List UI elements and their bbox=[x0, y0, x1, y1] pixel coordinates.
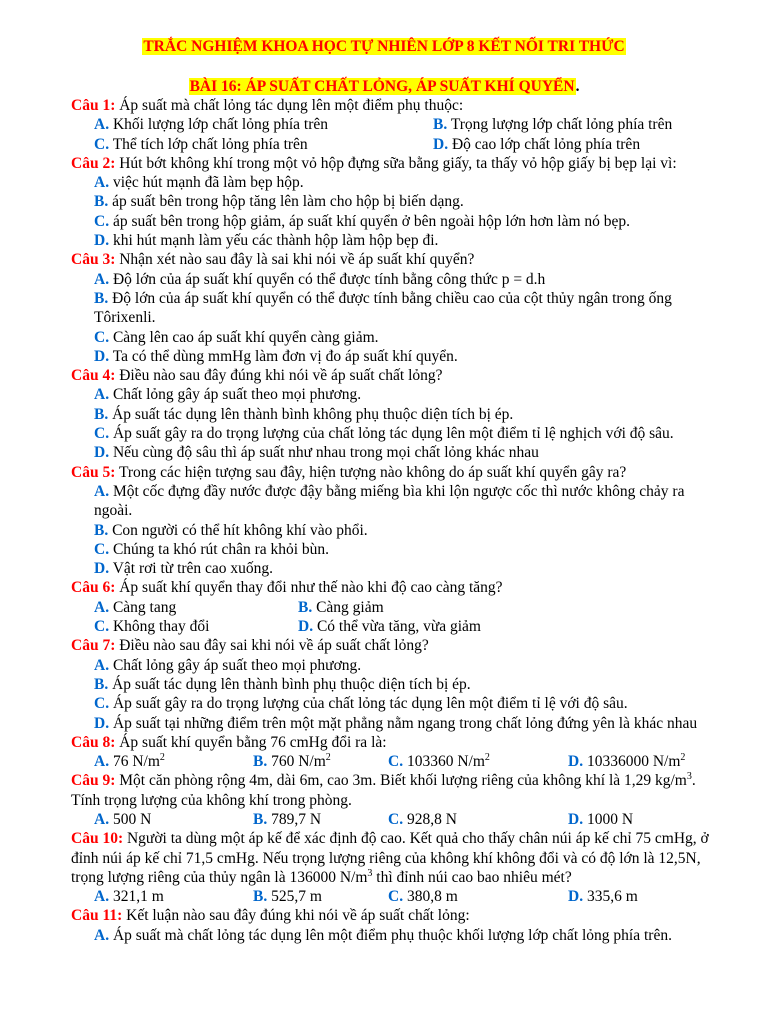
option-text: Áp suất gây ra do trọng lượng của chất lỏng tác dụng lên một điểm tỉ lệ nghịch với độ sâu. bbox=[112, 425, 674, 443]
question-label: Câu 9: bbox=[71, 772, 116, 790]
option-value: 10336000 bbox=[586, 753, 653, 771]
option-label: C. bbox=[388, 810, 404, 828]
question-label: Câu 8: bbox=[71, 733, 116, 751]
question-9 bbox=[71, 771, 721, 810]
option-value: 76 bbox=[112, 753, 133, 771]
unit: N/m bbox=[298, 753, 326, 771]
option-label: D. bbox=[94, 714, 110, 732]
lesson-text: BÀI 16: ÁP SUẤT CHẤT LỎNG, ÁP SUẤT KHÍ QUYỂN bbox=[189, 78, 575, 95]
unit: N/m bbox=[457, 753, 485, 771]
option-text: Trọng lượng lớp chất lỏng phía trên bbox=[450, 116, 673, 134]
option-text: Có thể vừa tăng, vừa giảm bbox=[316, 618, 481, 636]
option-text: áp suất bên trong hộp tăng lên làm cho hộp bị biến dạng. bbox=[112, 193, 464, 211]
options-row bbox=[71, 598, 721, 617]
option-label: D. bbox=[568, 888, 584, 906]
question-text: Áp suất khí quyển thay đổi như thế nào khi độ cao càng tăng? bbox=[119, 579, 503, 597]
option-c bbox=[388, 752, 568, 771]
question-2 bbox=[71, 154, 721, 173]
option-a bbox=[94, 598, 298, 617]
option-value: 760 bbox=[271, 753, 299, 771]
option-label: B. bbox=[94, 289, 109, 307]
option-text: 928,8 N bbox=[406, 810, 457, 828]
option-text: Áp suất gây ra do trọng lượng của chất lỏng tác dụng lên một điểm tỉ lệ với độ sâu. bbox=[112, 695, 628, 713]
option-text: Nếu cùng độ sâu thì áp suất như nhau trong mọi chất lỏng khác nhau bbox=[112, 444, 539, 462]
option-text: Vật rơi từ trên cao xuống. bbox=[112, 560, 274, 578]
option-c bbox=[388, 887, 568, 906]
option-b bbox=[298, 598, 384, 617]
option-text: 1000 N bbox=[586, 810, 634, 828]
question-5 bbox=[71, 463, 721, 482]
question-label: Câu 3: bbox=[71, 251, 116, 269]
lesson-title bbox=[0, 77, 768, 97]
option-text: Chất lỏng gây áp suất theo mọi phương. bbox=[112, 386, 362, 404]
option-text: 335,6 m bbox=[586, 888, 638, 906]
option-b bbox=[253, 752, 388, 771]
option-c bbox=[388, 810, 568, 829]
option-label: C. bbox=[388, 888, 404, 906]
option-c bbox=[71, 212, 721, 231]
option-text: Áp suất tác dụng lên thành bình phụ thuộc diện tích bị ép. bbox=[112, 675, 471, 693]
question-text-continued: . Tính trọng lượng của không khí trong phòng. bbox=[71, 772, 696, 809]
option-d bbox=[71, 231, 721, 250]
option-b bbox=[71, 192, 721, 211]
question-4 bbox=[71, 366, 721, 385]
question-list bbox=[71, 96, 721, 945]
option-a bbox=[71, 482, 721, 521]
option-label: B. bbox=[253, 810, 268, 828]
option-label: A. bbox=[94, 174, 110, 192]
question-label: Câu 11: bbox=[71, 907, 123, 925]
option-label: D. bbox=[568, 753, 584, 771]
option-label: D. bbox=[94, 347, 110, 365]
option-text: Áp suất mà chất lỏng tác dụng lên một điểm phụ thuộc khối lượng lớp chất lỏng phía trên. bbox=[112, 926, 672, 944]
option-text: Áp suất tại những điểm trên một mặt phẳng nằm ngang trong chất lỏng đứng yên là khác nhau bbox=[112, 714, 698, 732]
options-row bbox=[71, 135, 721, 154]
option-b bbox=[71, 405, 721, 424]
question-label: Câu 2: bbox=[71, 154, 116, 172]
question-text-continued: thì đỉnh núi cao bao nhiêu mét? bbox=[372, 868, 572, 886]
question-6 bbox=[71, 578, 721, 597]
exponent: 2 bbox=[159, 751, 165, 763]
option-d bbox=[568, 887, 638, 906]
option-text: Càng tang bbox=[112, 598, 177, 616]
option-label: D. bbox=[568, 810, 584, 828]
exponent: 2 bbox=[680, 751, 686, 763]
option-label: B. bbox=[298, 598, 313, 616]
option-label: A. bbox=[94, 810, 110, 828]
option-a bbox=[94, 887, 253, 906]
option-label: C. bbox=[94, 540, 110, 558]
option-text: Càng giảm bbox=[316, 598, 384, 616]
option-a bbox=[71, 173, 721, 192]
question-text: Điều nào sau đây sai khi nói về áp suất chất lỏng? bbox=[119, 637, 429, 655]
question-text: Áp suất khí quyển bằng 76 cmHg đổi ra là: bbox=[119, 733, 387, 751]
unit: N/m bbox=[132, 753, 160, 771]
option-text: Ta có thể dùng mmHg làm đơn vị đo áp suất khí quyển. bbox=[112, 347, 458, 365]
option-label: A. bbox=[94, 656, 110, 674]
exponent: 2 bbox=[484, 751, 490, 763]
option-label: B. bbox=[94, 193, 109, 211]
option-b bbox=[71, 675, 721, 694]
exponent: 2 bbox=[325, 751, 331, 763]
question-11 bbox=[71, 906, 721, 925]
option-label: D. bbox=[94, 560, 110, 578]
question-text: Người ta dùng một áp kế để xác định độ cao. Kết quả cho thấy chân núi áp kế chỉ 75 cmHg, ở đỉnh núi áp kế chỉ 71,5 cmHg. Nếu trọng lượng riêng của không khí không đổi và có độ lớn là 12,5N, trọng lượng riêng của thủy ngân là 136000 N/m bbox=[71, 830, 709, 886]
question-10 bbox=[71, 829, 721, 887]
option-label: A. bbox=[94, 270, 110, 288]
option-c bbox=[71, 694, 721, 713]
option-c bbox=[71, 424, 721, 443]
option-label: A. bbox=[94, 598, 110, 616]
option-label: A. bbox=[94, 926, 110, 944]
question-label: Câu 5: bbox=[71, 463, 116, 481]
option-label: B. bbox=[253, 753, 268, 771]
option-text: 500 N bbox=[112, 810, 152, 828]
option-a bbox=[71, 385, 721, 404]
option-a bbox=[71, 656, 721, 675]
option-label: D. bbox=[433, 135, 449, 153]
option-label: C. bbox=[94, 212, 110, 230]
question-text: Hút bớt không khí trong một vỏ hộp đựng sữa bằng giấy, ta thấy vỏ hộp giấy bị bẹp lại vì: bbox=[119, 154, 677, 172]
option-label: B. bbox=[253, 888, 268, 906]
exponent: 3 bbox=[367, 867, 373, 879]
option-label: B. bbox=[94, 521, 109, 539]
option-d bbox=[71, 443, 721, 462]
option-text: Độ cao lớp chất lỏng phía trên bbox=[451, 135, 641, 153]
option-d bbox=[433, 135, 640, 154]
option-text: Áp suất tác dụng lên thành bình không phụ thuộc diện tích bị ép. bbox=[112, 405, 514, 423]
document-title bbox=[0, 37, 768, 57]
option-text: áp suất bên trong hộp giảm, áp suất khí quyển ở bên ngoài hộp lớn hơn làm nó bẹp. bbox=[112, 212, 631, 230]
option-c bbox=[94, 135, 433, 154]
option-d bbox=[568, 752, 685, 771]
options-row bbox=[71, 115, 721, 134]
exponent: 3 bbox=[686, 771, 692, 783]
option-label: A. bbox=[94, 888, 110, 906]
option-d bbox=[71, 714, 721, 733]
question-label: Câu 10: bbox=[71, 830, 124, 848]
option-text: Càng lên cao áp suất khí quyển càng giảm. bbox=[112, 328, 379, 346]
option-text: việc hút mạnh đã làm bẹp hộp. bbox=[112, 174, 304, 192]
unit: N/m bbox=[652, 753, 681, 771]
option-text: 321,1 m bbox=[112, 888, 164, 906]
option-label: B. bbox=[94, 405, 109, 423]
options-row bbox=[71, 752, 721, 771]
option-label: C. bbox=[94, 695, 110, 713]
question-8 bbox=[71, 733, 721, 752]
option-text: Thể tích lớp chất lỏng phía trên bbox=[112, 135, 308, 153]
option-label: C. bbox=[94, 425, 110, 443]
option-text: 525,7 m bbox=[271, 888, 322, 906]
question-text: Một căn phòng rộng 4m, dài 6m, cao 3m. Biết khối lượng riêng của không khí là 1,29 kg/m bbox=[119, 772, 687, 790]
title-text: TRẮC NGHIỆM KHOA HỌC TỰ NHIÊN LỚP 8 KẾT NỐI TRI THỨC bbox=[143, 38, 625, 55]
option-b bbox=[253, 810, 388, 829]
option-label: D. bbox=[94, 444, 110, 462]
option-a bbox=[71, 270, 721, 289]
option-label: B. bbox=[94, 675, 109, 693]
option-b bbox=[71, 521, 721, 540]
option-text: Chất lỏng gây áp suất theo mọi phương. bbox=[112, 656, 362, 674]
option-label: B. bbox=[433, 116, 448, 134]
question-1 bbox=[71, 96, 721, 115]
option-label: D. bbox=[94, 232, 110, 250]
option-b bbox=[253, 887, 388, 906]
option-a bbox=[71, 926, 721, 945]
option-label: A. bbox=[94, 753, 110, 771]
option-text: 380,8 m bbox=[406, 888, 458, 906]
option-text: Con người có thể hít không khí vào phổi. bbox=[112, 521, 368, 539]
question-text: Nhận xét nào sau đây là sai khi nói về áp suất khí quyển? bbox=[119, 251, 475, 269]
option-text: Độ lớn của áp suất khí quyển có thể được tính bằng công thức p = d.h bbox=[112, 270, 546, 288]
option-text: Chúng ta khó rút chân ra khỏi bùn. bbox=[112, 540, 330, 558]
question-text: Kết luận nào sau đây đúng khi nói về áp suất chất lỏng: bbox=[126, 907, 470, 925]
option-text: Không thay đổi bbox=[112, 618, 210, 636]
option-d bbox=[298, 617, 481, 636]
question-label: Câu 1: bbox=[71, 97, 116, 114]
option-c bbox=[71, 328, 721, 347]
question-text: Trong các hiện tượng sau đây, hiện tượng nào không do áp suất khí quyển gây ra? bbox=[118, 463, 627, 481]
option-d bbox=[71, 559, 721, 578]
question-label: Câu 6: bbox=[71, 579, 116, 597]
option-b bbox=[433, 115, 672, 134]
option-label: D. bbox=[298, 618, 314, 636]
option-c bbox=[71, 540, 721, 559]
option-label: A. bbox=[94, 482, 110, 500]
option-a bbox=[94, 810, 253, 829]
option-text: Độ lớn của áp suất khí quyển có thể được tính bằng chiều cao của cột thủy ngân trong ống Tôrixenli. bbox=[94, 289, 672, 327]
option-text: Khối lượng lớp chất lỏng phía trên bbox=[112, 116, 329, 134]
option-text: Một cốc đựng đầy nước được đậy bằng miếng bìa khi lộn ngược cốc thì nước không chảy ra ngoài. bbox=[94, 482, 685, 520]
option-b bbox=[71, 289, 721, 328]
question-label: Câu 7: bbox=[71, 637, 116, 655]
question-3 bbox=[71, 250, 721, 269]
option-label: A. bbox=[94, 386, 110, 404]
question-text: Áp suất mà chất lỏng tác dụng lên một điểm phụ thuộc: bbox=[119, 97, 464, 114]
option-label: C. bbox=[94, 618, 110, 636]
question-7 bbox=[71, 636, 721, 655]
options-row bbox=[71, 887, 721, 906]
lesson-period: . bbox=[575, 78, 580, 95]
option-a bbox=[94, 752, 253, 771]
option-text: khi hút mạnh làm yếu các thành hộp làm hộp bẹp đi. bbox=[112, 232, 439, 250]
options-row bbox=[71, 617, 721, 636]
options-row bbox=[71, 810, 721, 829]
question-text: Điều nào sau đây đúng khi nói về áp suất chất lỏng? bbox=[119, 367, 443, 385]
option-label: C. bbox=[94, 135, 110, 153]
option-d bbox=[71, 347, 721, 366]
option-label: C. bbox=[388, 753, 404, 771]
question-label: Câu 4: bbox=[71, 367, 116, 385]
option-label: C. bbox=[94, 328, 110, 346]
option-d bbox=[568, 810, 633, 829]
option-label: A. bbox=[94, 116, 110, 134]
option-c bbox=[94, 617, 298, 636]
option-text: 789,7 N bbox=[271, 810, 322, 828]
option-a bbox=[94, 115, 433, 134]
option-value: 103360 bbox=[406, 753, 458, 771]
